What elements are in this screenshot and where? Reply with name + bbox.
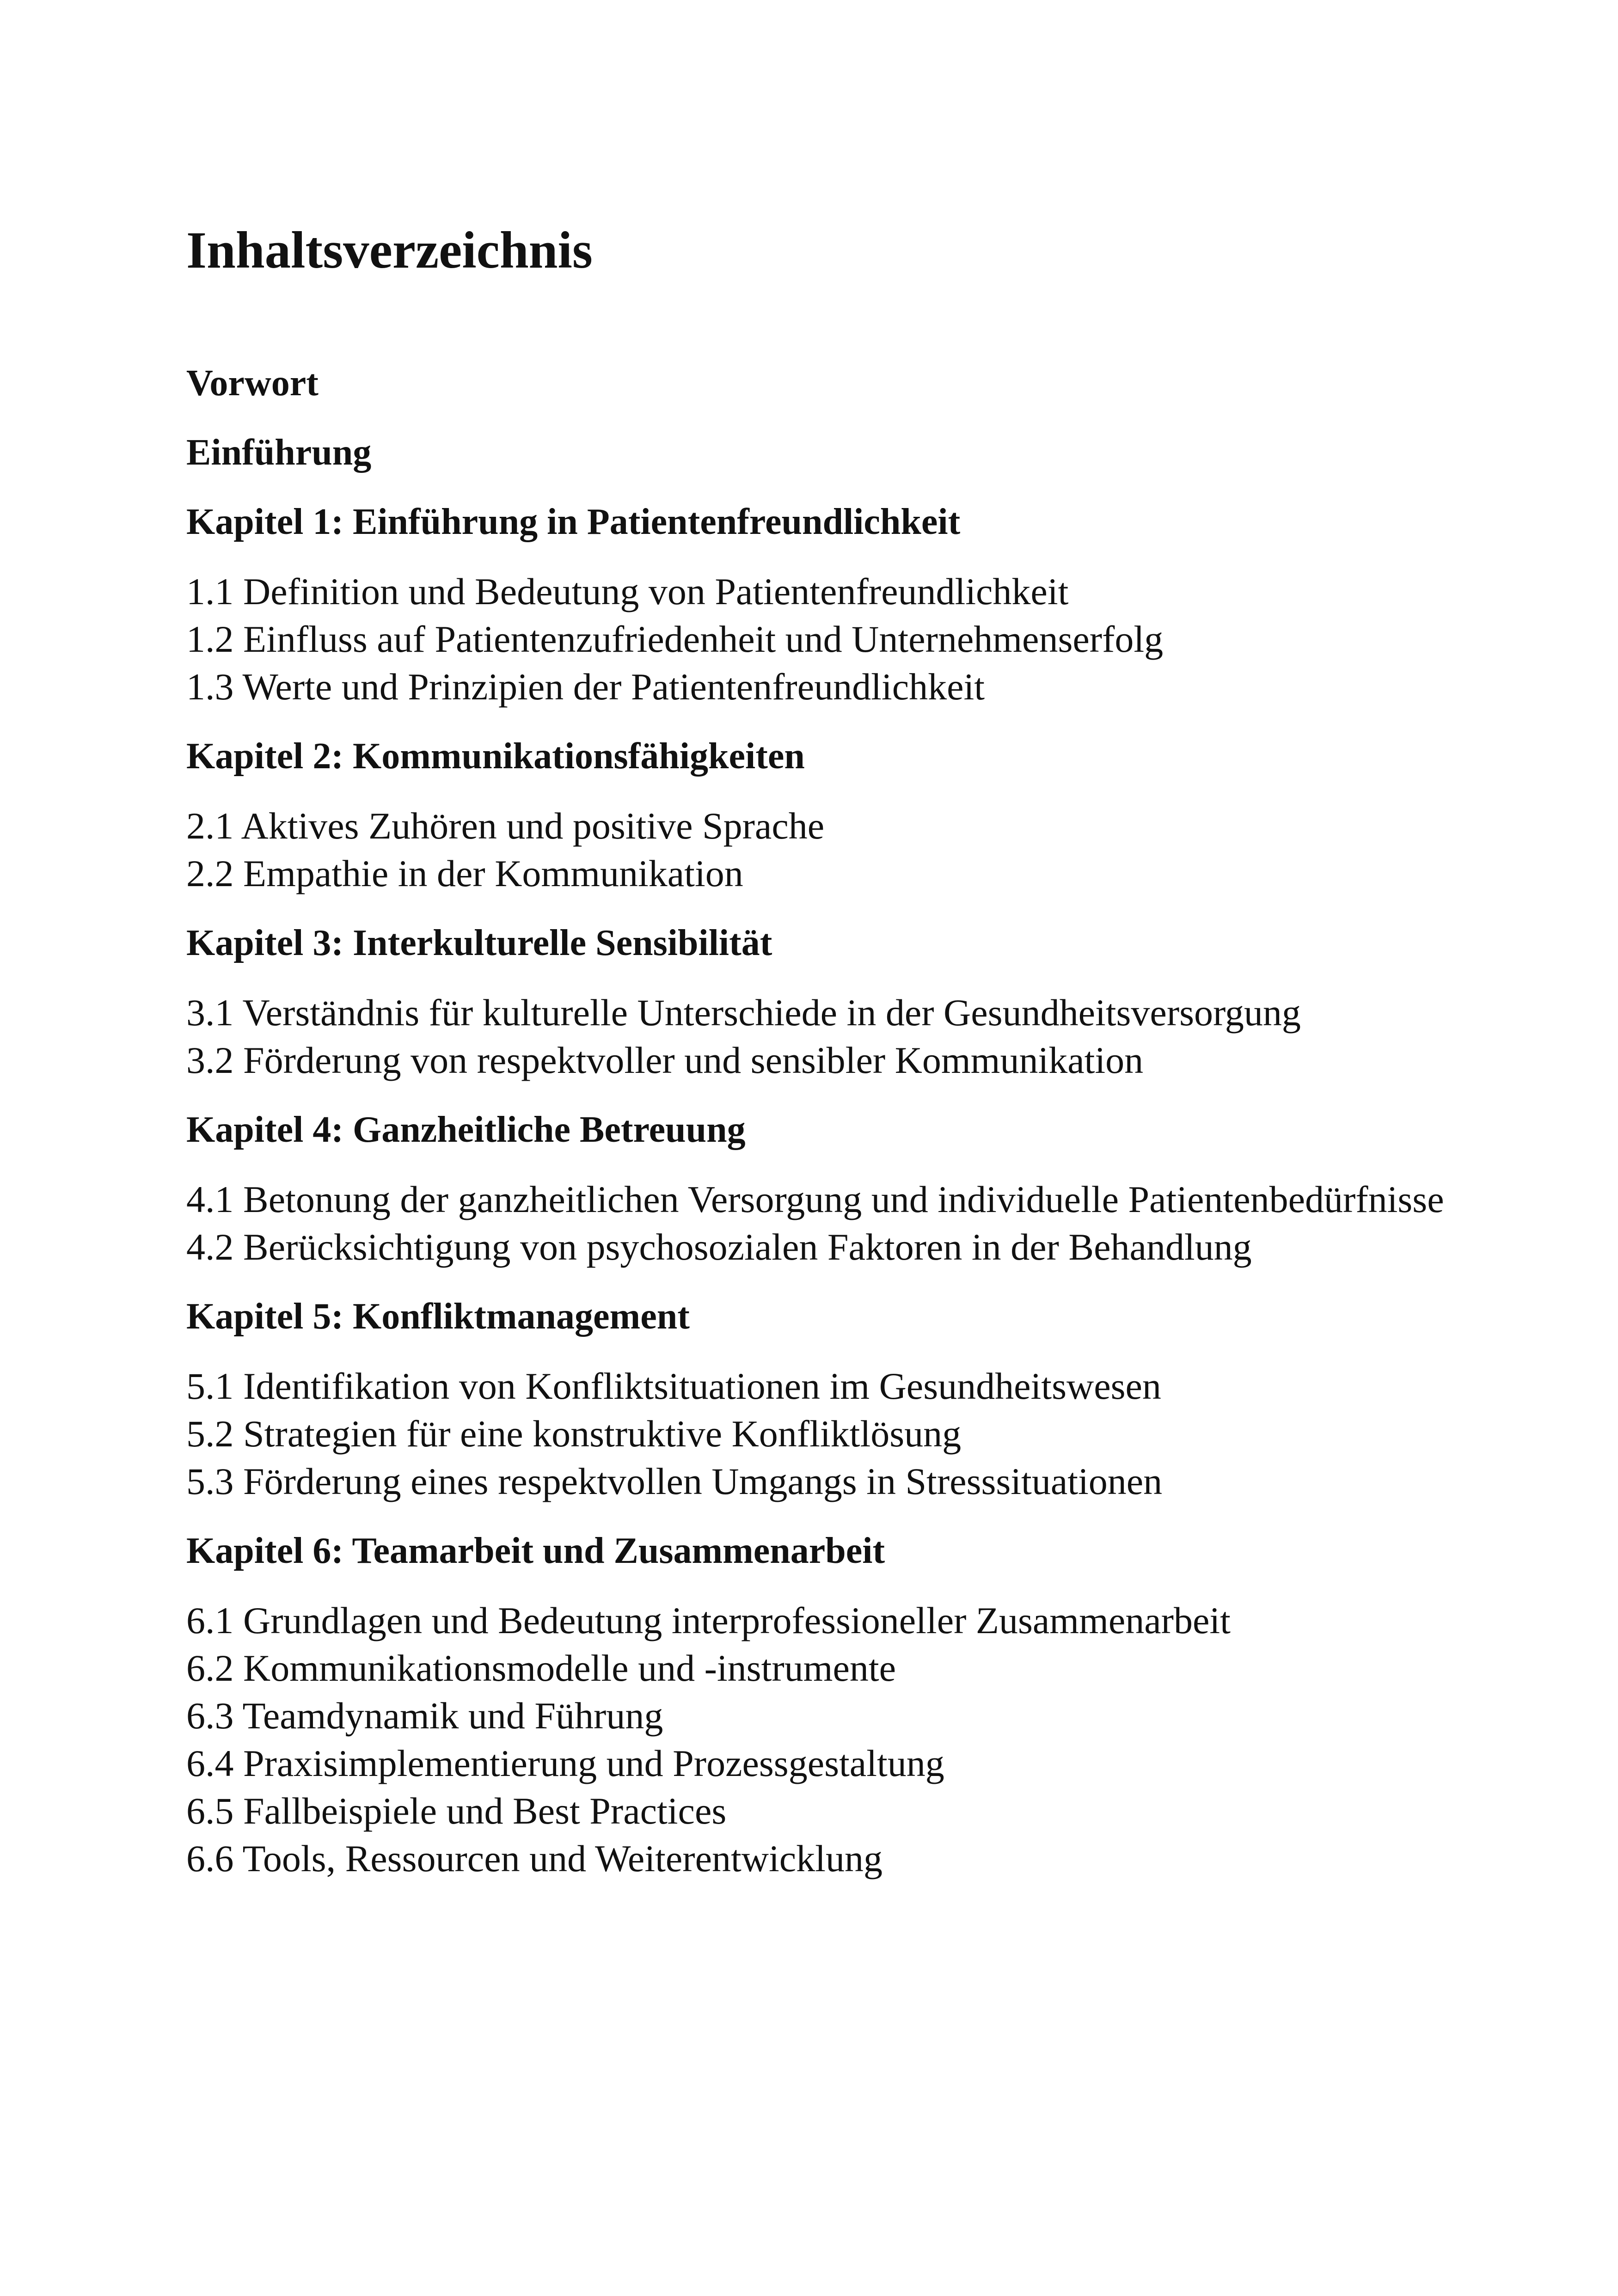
toc-item: 1.3 Werte und Prinzipien der Patientenfreundlichkeit <box>186 666 985 708</box>
toc-section-einfuehrung <box>186 429 1527 476</box>
toc-item: 5.1 Identifikation von Konfliktsituationen im Gesundheitswesen <box>186 1365 1161 1407</box>
chapter-items <box>186 1597 1527 1882</box>
toc-section-kapitel-4 <box>186 1106 1527 1271</box>
chapter-heading: Kapitel 1: Einführung in Patientenfreundlichkeit <box>186 502 961 542</box>
toc-item: 5.3 Förderung eines respektvollen Umgangs in Stresssituationen <box>186 1460 1163 1502</box>
toc-item: 6.3 Teamdynamik und Führung <box>186 1695 663 1737</box>
toc-section-kapitel-2 <box>186 733 1527 897</box>
chapter-heading: Kapitel 5: Konfliktmanagement <box>186 1296 690 1337</box>
toc-heading: Einführung <box>186 432 372 473</box>
toc-section-kapitel-3 <box>186 919 1527 1084</box>
toc-section-kapitel-5 <box>186 1293 1527 1505</box>
toc-item: 5.2 Strategien für eine konstruktive Konfliktlösung <box>186 1413 962 1455</box>
chapter-items <box>186 802 1527 897</box>
chapter-heading: Kapitel 3: Interkulturelle Sensibilität <box>186 923 772 963</box>
toc-item: 1.2 Einfluss auf Patientenzufriedenheit und Unternehmenserfolg <box>186 618 1164 660</box>
toc-item: 1.1 Definition und Bedeutung von Patientenfreundlichkeit <box>186 570 1069 612</box>
toc-section-vorwort <box>186 360 1527 407</box>
toc-section-kapitel-1 <box>186 498 1527 710</box>
toc-item: 6.5 Fallbeispiele und Best Practices <box>186 1790 727 1832</box>
chapter-heading: Kapitel 6: Teamarbeit und Zusammenarbeit <box>186 1531 885 1571</box>
toc-item: 2.1 Aktives Zuhören und positive Sprache <box>186 805 825 847</box>
chapter-items <box>186 568 1527 710</box>
toc-item: 6.2 Kommunikationsmodelle und -instrumente <box>186 1647 896 1689</box>
toc-item: 4.2 Berücksichtigung von psychosozialen Faktoren in der Behandlung <box>186 1226 1252 1268</box>
toc-section-kapitel-6 <box>186 1527 1527 1882</box>
chapter-items <box>186 1176 1527 1271</box>
chapter-heading: Kapitel 4: Ganzheitliche Betreuung <box>186 1109 746 1150</box>
toc-item: 6.6 Tools, Ressourcen und Weiterentwicklung <box>186 1837 883 1880</box>
toc-item: 6.1 Grundlagen und Bedeutung interprofessioneller Zusammenarbeit <box>186 1599 1231 1641</box>
toc-item: 6.4 Praxisimplementierung und Prozessgestaltung <box>186 1742 944 1784</box>
page-title: Inhaltsverzeichnis <box>186 221 593 279</box>
chapter-items <box>186 989 1527 1084</box>
chapter-heading: Kapitel 2: Kommunikationsfähigkeiten <box>186 736 805 777</box>
toc-heading: Vorwort <box>186 363 319 404</box>
toc-item: 3.2 Förderung von respektvoller und sensibler Kommunikation <box>186 1039 1144 1081</box>
toc-item: 3.1 Verständnis für kulturelle Unterschiede in der Gesundheitsversorgung <box>186 992 1301 1034</box>
chapter-items <box>186 1362 1527 1505</box>
toc-item: 2.2 Empathie in der Kommunikation <box>186 852 743 894</box>
toc-item: 4.1 Betonung der ganzheitlichen Versorgung und individuelle Patientenbedürfnisse <box>186 1178 1444 1220</box>
table-of-contents <box>186 360 1527 1904</box>
